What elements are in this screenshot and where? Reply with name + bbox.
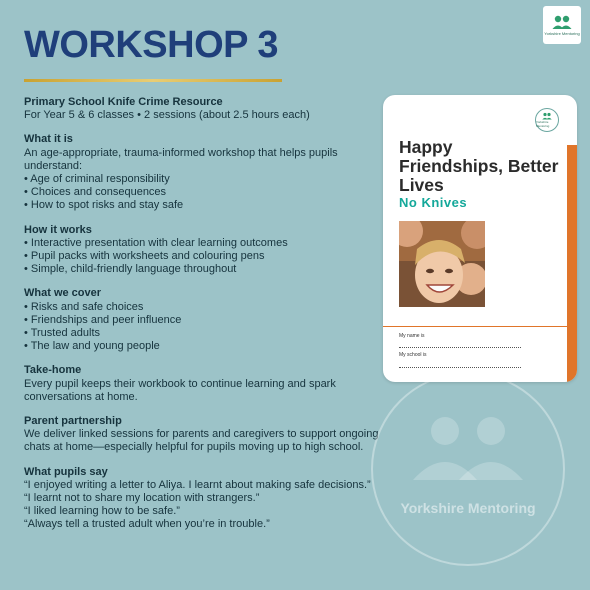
yorkshire-mentoring-logo — [543, 6, 581, 44]
bullet-item: • Trusted adults — [24, 327, 101, 340]
section-heading: How it works — [24, 223, 92, 236]
cover-title: Happy Friendships, Better Lives — [399, 137, 559, 195]
workshop-description — [24, 96, 384, 543]
section-line: understand: — [24, 159, 83, 172]
cover-subtitle: No Knives — [399, 195, 468, 210]
cover-orange-bar — [567, 145, 577, 382]
how-it-works-section — [24, 224, 384, 277]
bullet-item: • Age of criminal responsibility — [24, 173, 170, 186]
section-line: We deliver linked sessions for parents and caregivers to support ongoing — [24, 428, 379, 441]
pupil-quote: “Always tell a trusted adult when you’re in trouble.” — [24, 518, 270, 531]
what-pupils-say-section — [24, 466, 384, 532]
intro-section — [24, 96, 384, 122]
name-field-line — [399, 347, 521, 348]
section-heading: What it is — [24, 133, 73, 146]
pupil-quote: “I liked learning how to be safe.” — [24, 505, 180, 518]
bullet-item: • Pupil packs with worksheets and colouring pens — [24, 250, 265, 263]
bullet-item: • Friendships and peer influence — [24, 313, 182, 326]
cover-logo-text: Yorkshire Mentoring — [536, 120, 550, 128]
section-heading: What we cover — [24, 287, 102, 300]
what-we-cover-section — [24, 287, 384, 353]
bullet-item: • The law and young people — [24, 340, 160, 353]
what-it-is-section — [24, 133, 384, 212]
pupil-quote: “I learnt not to share my location with strangers.” — [24, 492, 260, 505]
section-line: Every pupil keeps their workbook to continue learning and spark — [24, 377, 336, 390]
cover-divider — [383, 326, 567, 327]
intro-heading: Primary School Knife Crime Resource — [24, 96, 223, 108]
section-line: conversations at home. — [24, 390, 138, 403]
bullet-item: • How to spot risks and stay safe — [24, 199, 184, 212]
bullet-item: • Risks and safe choices — [24, 300, 144, 313]
watermark-logo — [371, 372, 565, 566]
title-underline — [24, 79, 282, 82]
mentoring-people-icon — [541, 112, 553, 120]
watermark-text: Yorkshire Mentoring — [400, 500, 536, 516]
section-heading: Parent partnership — [24, 415, 122, 428]
bullet-item: • Simple, child-friendly language throughout — [24, 263, 237, 276]
bullet-item: • Choices and consequences — [24, 186, 167, 199]
intro-subtitle: For Year 5 & 6 classes • 2 sessions (about 2.5 hours each) — [24, 109, 310, 122]
parent-partnership-section — [24, 415, 384, 455]
section-line: chats at home—especially helpful for pupils moving up to high school. — [24, 441, 364, 454]
page-title: WORKSHOP 3 — [24, 24, 279, 66]
logo-brand-text: Yorkshire Mentoring — [544, 31, 580, 36]
take-home-section — [24, 364, 384, 404]
section-line: An age-appropriate, trauma-informed workshop that helps pupils — [24, 146, 338, 159]
children-photo — [399, 221, 485, 307]
section-heading: What pupils say — [24, 465, 108, 478]
school-field-line — [399, 367, 521, 368]
section-heading: Take-home — [24, 364, 82, 377]
mentoring-people-icon — [373, 374, 563, 494]
mentoring-people-icon — [551, 14, 573, 30]
name-field-label: My name is — [399, 333, 425, 339]
school-field-label: My school is — [399, 352, 427, 358]
bullet-item: • Interactive presentation with clear learning outcomes — [24, 236, 288, 249]
pupil-quote: “I enjoyed writing a letter to Aliya. I learnt about making safe decisions.” — [24, 478, 371, 491]
cover-logo — [535, 108, 559, 132]
workbook-cover-preview — [383, 95, 577, 382]
